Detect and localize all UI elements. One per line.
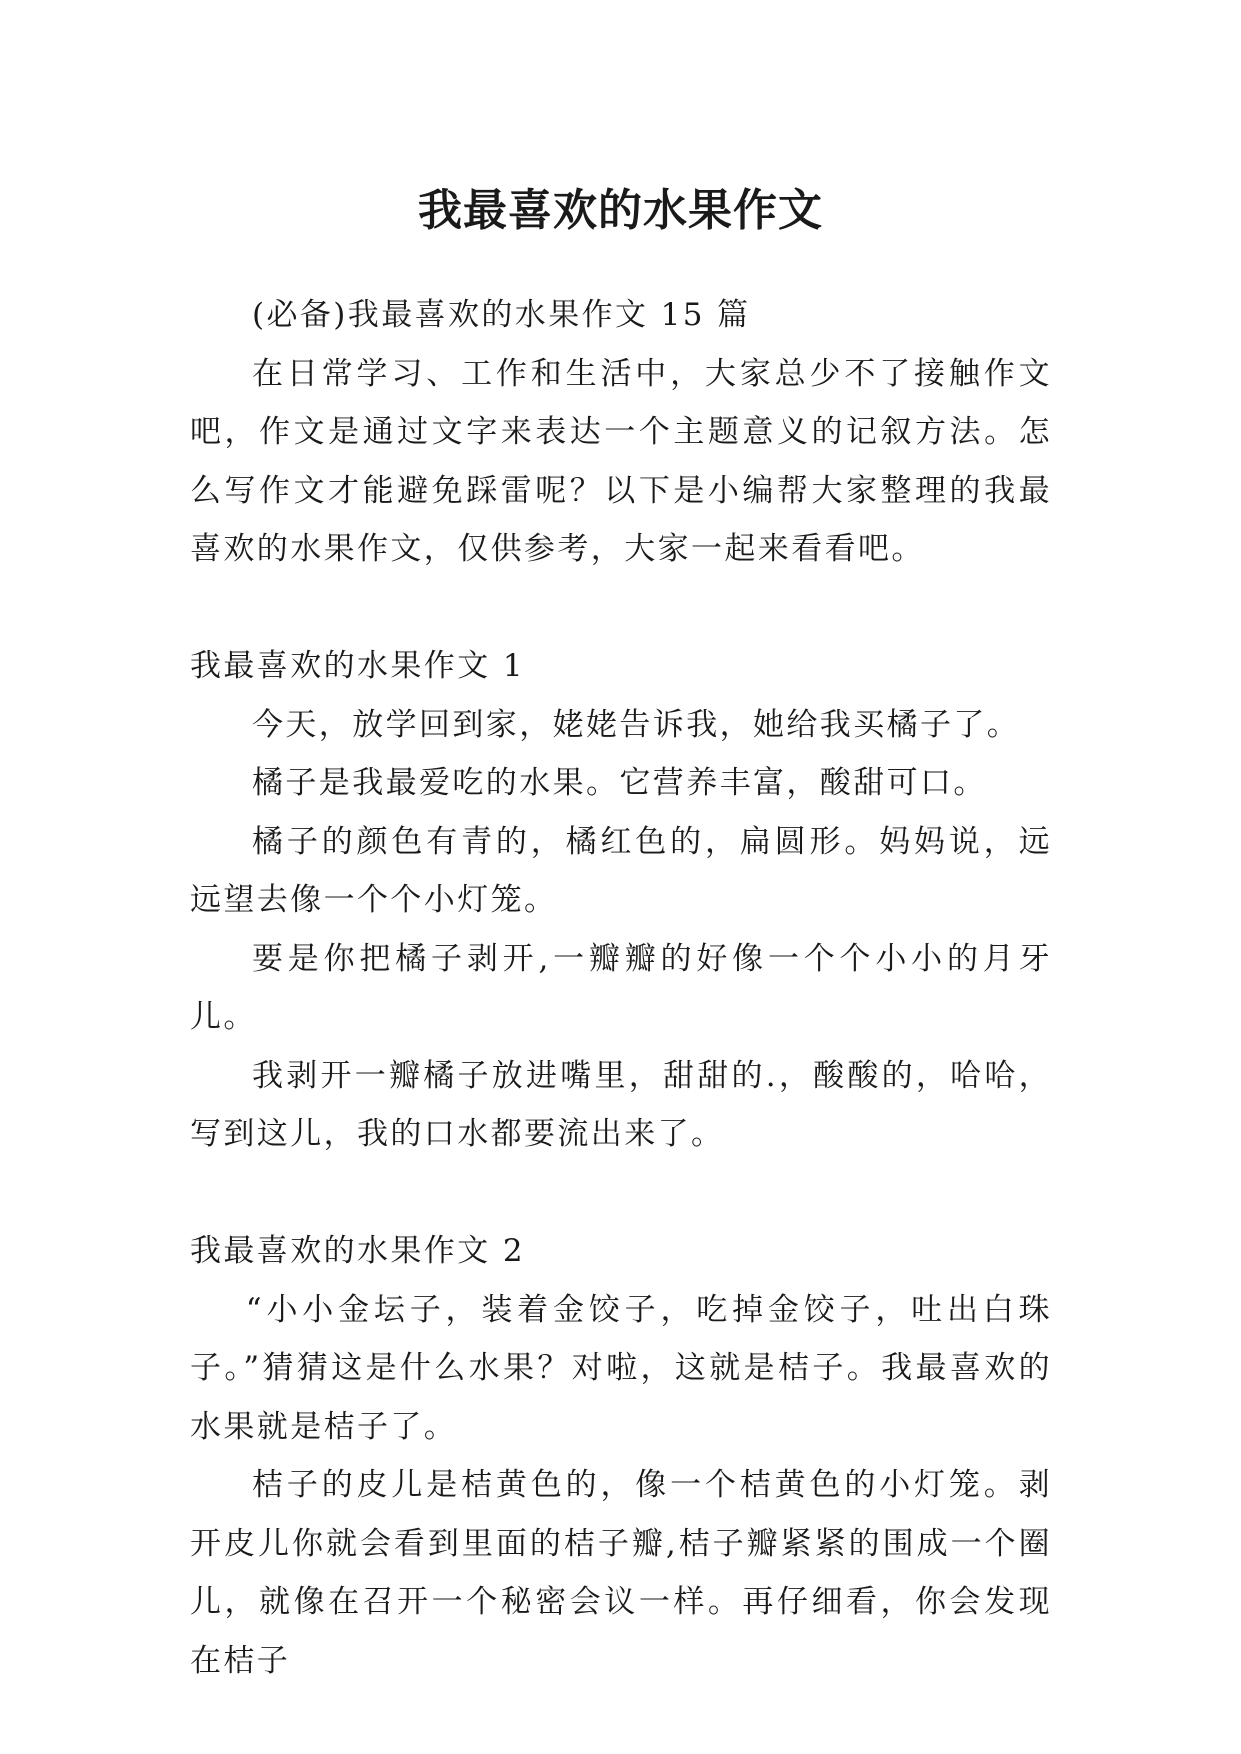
essay-1-paragraph: 橘子是我最爱吃的水果。它营养丰富，酸甜可口。 <box>252 765 987 801</box>
essay-1-paragraph: 我剥开一瓣橘子放进嘴里，甜甜的.，酸酸的，哈哈，写到这儿，我的口水都要流出来了。 <box>190 1057 1052 1152</box>
essay-2-heading: 我最喜欢的水果作文 2 <box>190 1233 525 1269</box>
essay-1-paragraph: 今天，放学回到家，姥姥告诉我，她给我买橘子了。 <box>252 706 1021 743</box>
essay-2-paragraph: “小小金坛子，装着金饺子，吃掉金饺子，吐出白珠子。”猜猜这是什么水果？对啦，这就是桔子。我最喜欢的水果就是桔子了。 <box>190 1291 1052 1445</box>
essay-2-paragraph: 桔子的皮儿是桔黄色的，像一个桔黄色的小灯笼。剥开皮儿你就会看到里面的桔子瓣,桔子瓣紧紧的围成一个圈儿，就像在召开一个秘密会议一样。再仔细看，你会发现在桔子 <box>190 1467 1052 1679</box>
essay-1-paragraph: 橘子的颜色有青的，橘红色的，扁圆形。妈妈说，远远望去像一个个小灯笼。 <box>190 823 1052 918</box>
document-body <box>190 286 1052 1690</box>
essay-1-heading: 我最喜欢的水果作文 1 <box>190 648 525 684</box>
intro-subtitle: (必备)我最喜欢的水果作文 15 篇 <box>252 297 751 333</box>
document-title: 我最喜欢的水果作文 <box>418 185 823 237</box>
essay-1-paragraph: 要是你把橘子剥开,一瓣瓣的好像一个个小小的月牙儿。 <box>190 940 1052 1035</box>
intro-paragraph: 在日常学习、工作和生活中，大家总少不了接触作文吧，作文是通过文字来表达一个主题意义的记叙方法。怎么写作文才能避免踩雷呢？以下是小编帮大家整理的我最喜欢的水果作文，仅供参考，大家一起来看看吧。 <box>190 355 1052 567</box>
